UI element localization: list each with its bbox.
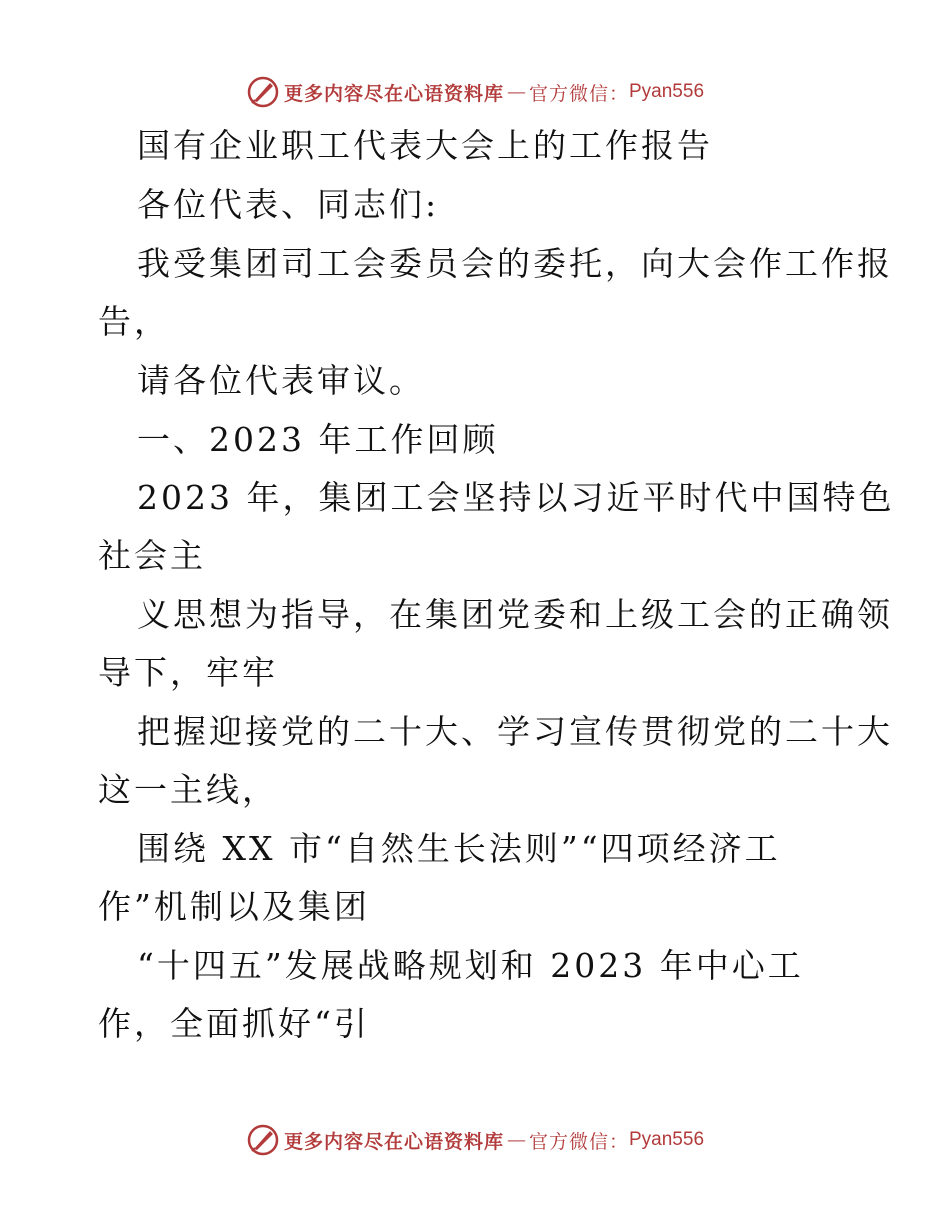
banner-wechat-label: 官方微信： [528,1130,629,1153]
paragraph-line: 2023 年，集团工会坚持以习近平时代中国特色 [137,478,895,517]
paragraph-line: 作，全面抓好“引 [98,1004,370,1043]
salutation: 各位代表、同志们: [137,185,440,224]
section-heading: 一、2023 年工作回顾 [137,420,499,459]
banner-wechat-id: Pyan556 [629,81,705,102]
banner-brand: 更多内容尽在心语资料库 [283,82,504,105]
document-title: 国有企业职工代表大会上的工作报告 [137,126,713,165]
banner-wechat-label: 官方微信： [528,82,629,105]
paragraph-line: 把握迎接党的二十大、学习宣传贯彻党的二十大 [137,712,893,751]
paragraph-line: 告， [98,302,170,341]
footer-banner [0,1120,950,1160]
banner-brand: 更多内容尽在心语资料库 [283,1130,504,1153]
paragraph-line: 社会主 [98,536,206,575]
paragraph-line: 我受集团司工会委员会的委托，向大会作工作报 [137,244,893,283]
quill-logo-icon [246,1123,280,1157]
paragraph-line: 请各位代表审议。 [137,361,425,400]
paragraph-line: “十四五”发展战略规划和 2023 年中心工 [137,946,804,985]
banner-separator: — [506,81,526,103]
quill-logo-icon [246,75,280,109]
paragraph-line: 义思想为指导，在集团党委和上级工会的正确领 [137,595,893,634]
paragraph-line: 围绕 XX 市“自然生长法则”“四项经济工 [137,829,781,868]
paragraph-line: 这一主线， [98,770,278,809]
paragraph-line: 作”机制以及集团 [98,887,370,926]
banner-separator: — [506,1129,526,1151]
header-banner [0,72,950,112]
paragraph-line: 导下，牢牢 [98,653,278,692]
banner-wechat-id: Pyan556 [629,1129,705,1150]
